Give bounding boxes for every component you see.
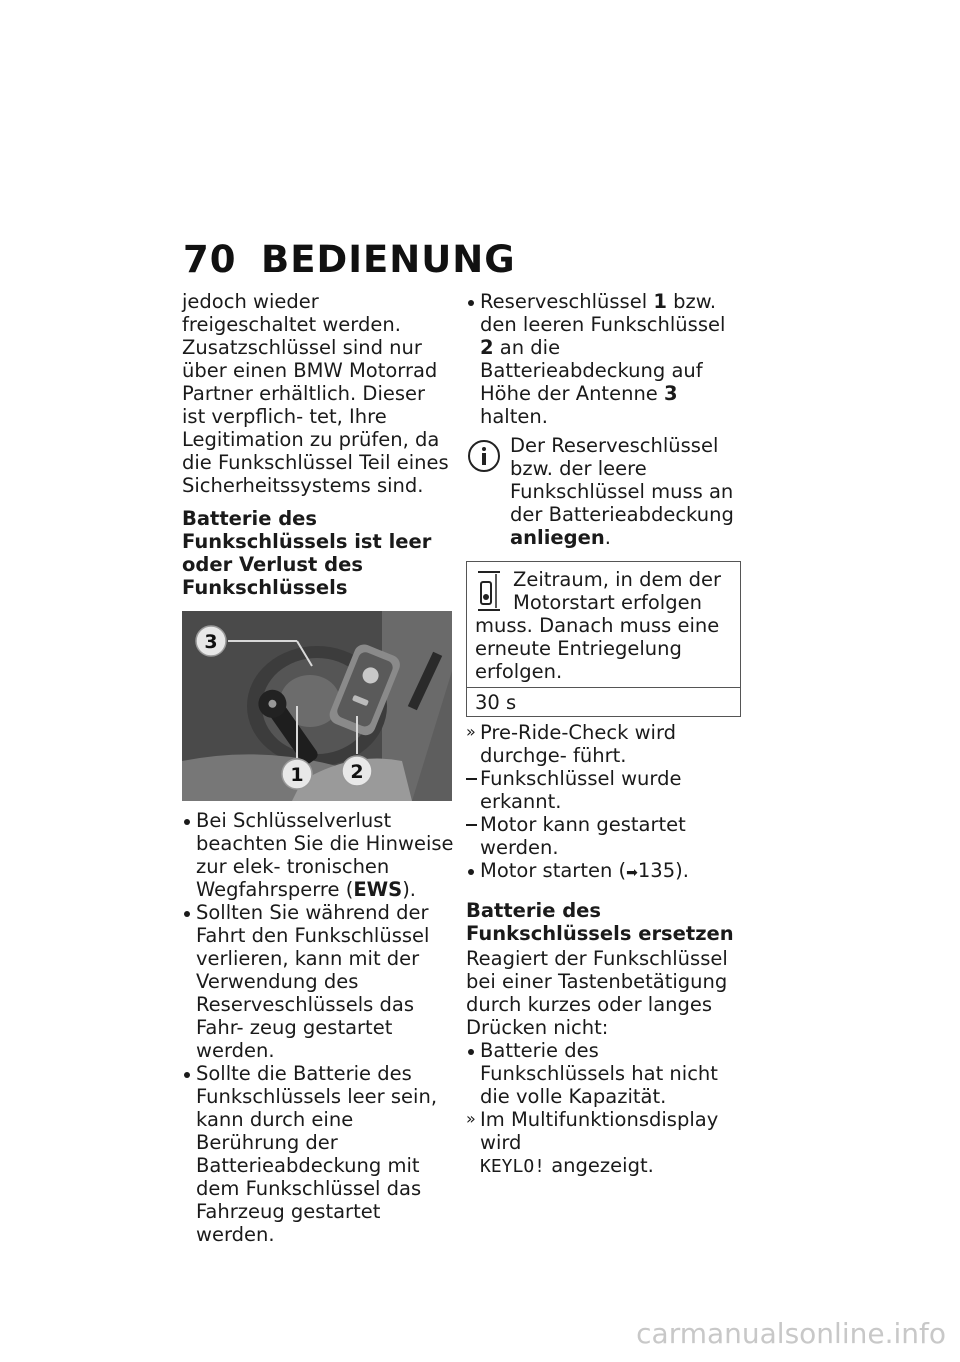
right-column — [466, 290, 741, 1178]
left-column — [182, 290, 454, 1246]
timer-icon — [476, 570, 502, 617]
ref-number: 2 — [480, 336, 494, 359]
list-item: Sollte die Batterie des Funkschlüssels leer sein, kann durch eine Berührung der Batterieabdeckung mit dem Funkschlüssel das Fahrzeug gestartet werden. — [182, 1062, 454, 1246]
text: halten. — [480, 405, 548, 428]
ref-number: 3 — [664, 382, 678, 405]
callout-label: 3 — [204, 631, 218, 653]
result-icon: » — [466, 1109, 476, 1128]
callout-label: 1 — [290, 764, 304, 786]
text: Reserveschlüssel — [480, 290, 654, 313]
info-icon — [466, 438, 502, 479]
text: ). — [402, 878, 416, 901]
text: angezeigt. — [545, 1154, 654, 1177]
list-item — [466, 859, 741, 885]
page-reference[interactable]: 135 — [637, 859, 676, 882]
result-item — [466, 1108, 741, 1178]
list-item — [182, 809, 454, 901]
text: . — [604, 526, 611, 549]
list-item — [466, 290, 741, 428]
info-note — [466, 434, 741, 549]
display-code: KEYLO! — [480, 1156, 546, 1177]
list-item: Sollten Sie während der Fahrt den Funkschlüssel verlieren, kann mit der Verwendung des Reserveschlüssels das Fahr- zeug gestartet werden. — [182, 901, 454, 1062]
note-bold: anliegen — [510, 526, 605, 549]
section-heading: Batterie des Funkschlüssels ist leer oder Verlust des Funkschlüssels — [182, 507, 432, 599]
page-header — [183, 238, 516, 281]
ews-term: EWS — [353, 878, 403, 901]
dash-item: Funkschlüssel wurde erkannt. — [466, 767, 741, 813]
result-item — [466, 721, 741, 767]
timing-table — [466, 561, 741, 717]
table-text: muss. Danach muss eine erneute Entriegelung erfolgen. — [475, 614, 720, 683]
text: Bei Schlüsselverlust beachten Sie die Hinweise zur elek- tronischen Wegfahrsperre ( — [196, 809, 454, 901]
text: an die Batterieabdeckung auf Höhe der Antenne — [480, 336, 703, 405]
page-title: BEDIENUNG — [261, 238, 516, 281]
table-text: Zeitraum, in dem der Motorstart erfolgen — [513, 568, 722, 614]
list-item: Batterie des Funkschlüssels hat nicht die volle Kapazität. — [466, 1039, 741, 1108]
result-icon: » — [466, 722, 476, 741]
paragraph: Zusatzschlüssel sind nur über einen BMW Motorrad Partner erhältlich. Dieser ist verpflich- tet, Ihre Legitimation zu prüfen, da die Funkschlüssel Teil eines Sicherheitssystems sind. — [182, 336, 449, 497]
callout-label: 2 — [350, 761, 364, 783]
paragraph: Reagiert der Funkschlüssel bei einer Tastenbetätigung durch kurzes oder langes Drücken nicht: — [466, 947, 728, 1039]
text: Pre-Ride-Check wird durchge- führt. — [480, 721, 677, 767]
dash-item: Motor kann gestartet werden. — [466, 813, 741, 859]
text: Im Multifunktionsdisplay wird — [480, 1108, 719, 1154]
watermark: carmanualsonline.info — [636, 1317, 946, 1350]
key-illustration — [182, 611, 452, 801]
ref-number: 1 — [653, 290, 667, 313]
page-reference-arrow-icon: ➡ — [626, 865, 638, 881]
table-description — [467, 562, 740, 687]
key-photo — [182, 611, 452, 801]
text: Motor starten ( — [480, 859, 627, 882]
table-value: 30 s — [467, 687, 740, 716]
paragraph: jedoch wieder freigeschaltet werden. — [182, 290, 401, 336]
note-text: Der Reserveschlüssel bzw. der leere Funkschlüssel muss an der Batterieabdeckung — [510, 434, 734, 526]
page-number: 70 — [183, 238, 237, 281]
text: bzw. den leeren Funkschlüssel — [480, 290, 726, 336]
section-heading: Batterie des Funkschlüssels ersetzen — [466, 899, 734, 945]
text: ). — [675, 859, 689, 882]
